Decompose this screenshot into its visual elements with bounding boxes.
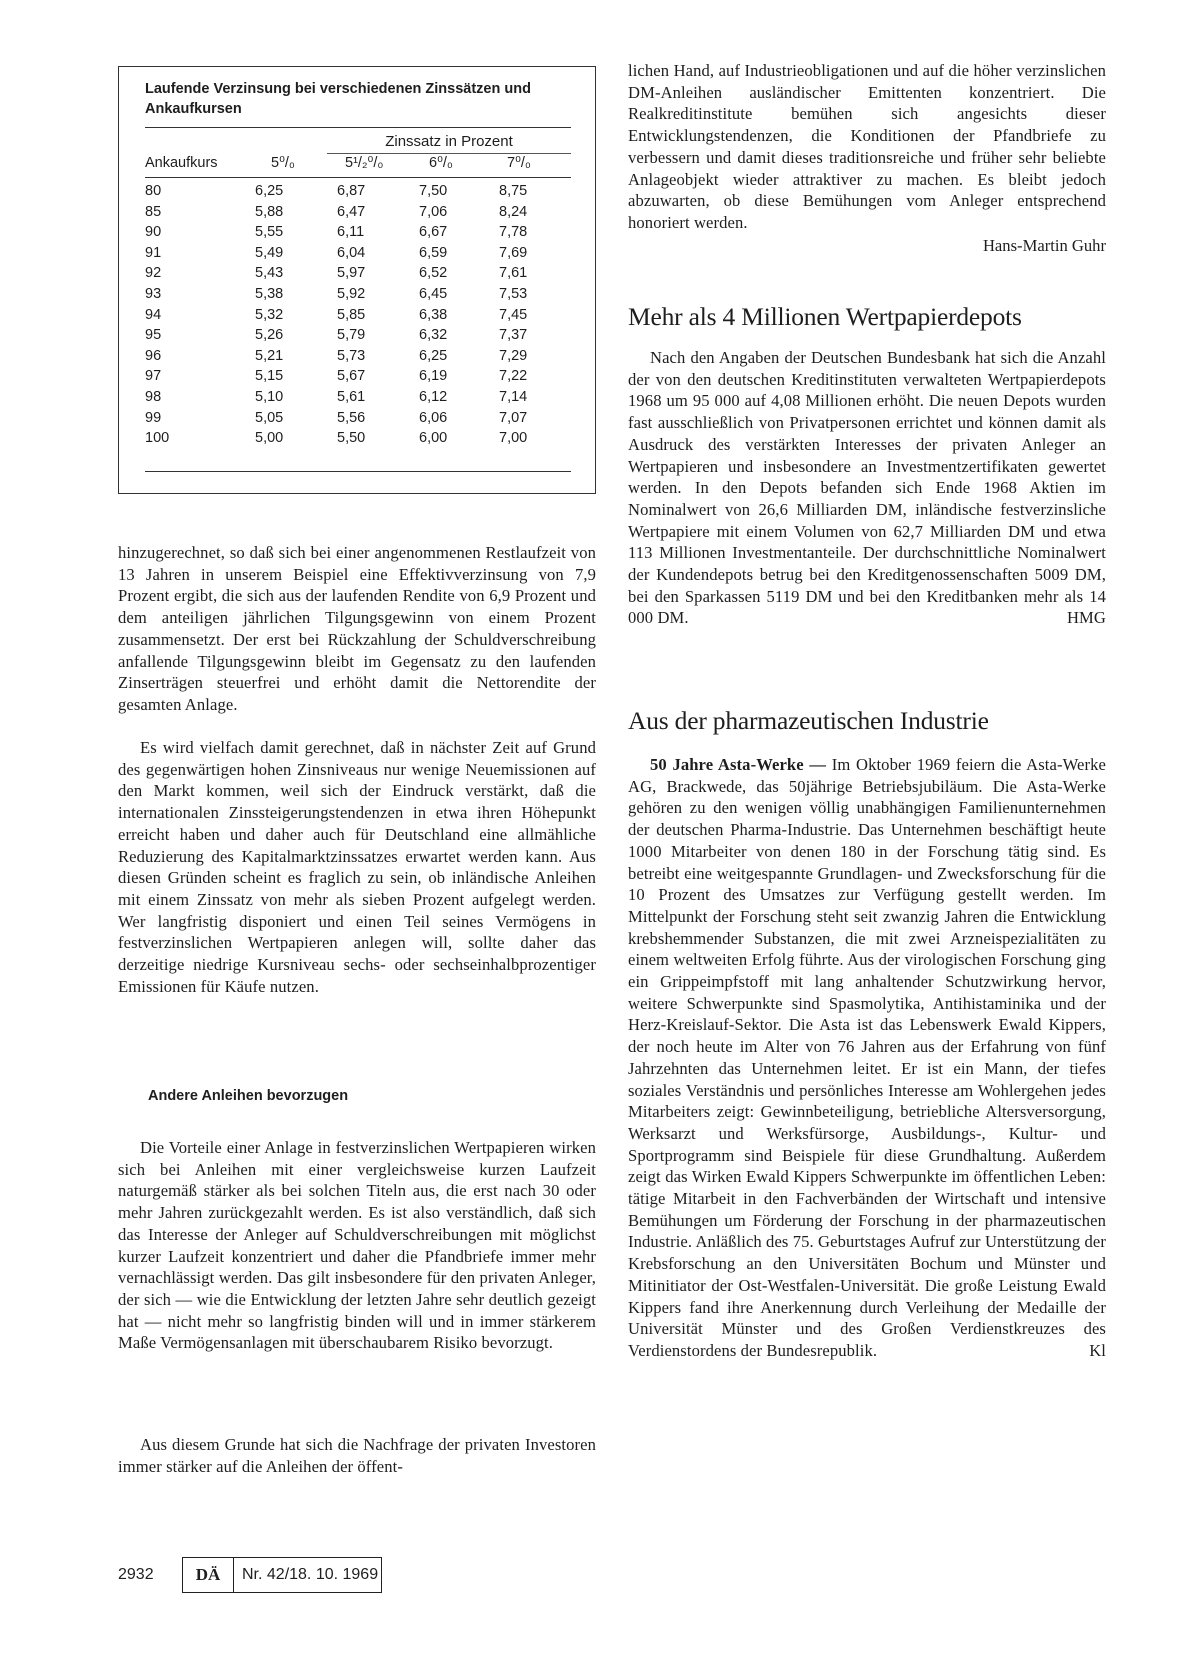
table-cell-yield: 8,24 [499, 203, 528, 220]
table-cell-kurs: 99 [145, 409, 162, 426]
table-cell-yield: 5,15 [255, 368, 284, 385]
table-cell-kurs: 100 [145, 430, 170, 447]
table-cell-yield: 7,06 [419, 203, 448, 220]
table-cell-yield: 8,75 [499, 183, 528, 199]
table-cell-yield: 5,43 [255, 265, 284, 282]
table-cell-yield: 7,53 [499, 286, 528, 302]
table-cell-yield: 5,55 [255, 224, 284, 241]
interest-table [118, 66, 596, 494]
table-cell-yield: 5,92 [337, 286, 366, 302]
right-paragraph-2-text: Nach den Angaben der Deutschen Bundesbank hat sich die Anzahl der von den deutschen Kreditinstituten verwalteten Wertpapierdepots 1968 um 95 000 auf 4,08 Millionen erhöht. Die neuen Depots wurden fast ausschließlich von Privatpersonen errichtet und können damit als Ausdruck des verstärkten Interesses der privaten Anleger an Wertpapieren und insbesondere an Investmentzertifikaten gewertet werden. In den Depots befanden sich Ende 1968 Aktien im Nominalwert von 26,6 Milliarden DM, inländische festverzinsliche Wertpapiere mit einem Volumen von 62,7 Milliarden DM und etwa 113 Millionen Investmentanteile. Der durchschnittliche Nominalwert der Kundendepots betrug bei den Kreditgenossenschaften 5009 DM, bei den Sparkassen 5119 DM und bei den Kreditbanken mehr als 14 000 DM. [628, 348, 1106, 628]
table-cell-yield: 5,50 [337, 430, 366, 447]
table-cell-yield: 7,29 [499, 347, 528, 364]
table-cell-yield: 7,61 [499, 265, 528, 282]
author-kl: Kl [1089, 1340, 1106, 1360]
right-paragraph-2 [628, 347, 1106, 629]
table-title: Laufende Verzinsung bei verschiedenen Zinssätzen und Ankaufkursen [145, 81, 531, 117]
table-cell-kurs: 95 [145, 327, 162, 344]
table-cell-yield: 6,06 [419, 409, 448, 426]
issue-label: Nr. 42/18. 10. 1969 [242, 1566, 379, 1583]
author-hmg: HMG [1066, 608, 1106, 628]
table-cell-yield: 5,56 [337, 409, 366, 426]
page-number: 2932 [118, 1566, 154, 1583]
table-cell-yield: 6,87 [337, 183, 366, 199]
heading-wertpapierdepots: Mehr als 4 Millionen Wertpapierdepots [628, 302, 1022, 331]
table-cell-kurs: 92 [145, 265, 162, 282]
heading-pharma-industrie: Aus der pharmazeutischen Industrie [628, 706, 989, 735]
asta-lead: 50 Jahre Asta-Werke — [650, 755, 827, 774]
left-paragraph-1: hinzugerechnet, so daß sich bei einer angenommenen Restlaufzeit von 13 Jahren in unserem Beispiel eine Effektivverzinsung von 7,9 Prozent ergibt, die sich aus der laufenden Rendite von 6,9 Prozent und dem anteiligen jährlichen Tilgungsgewinn von einem Prozent zusammensetzt. Der erst bei Rückzahlung der Schuldverschreibung anfallende Tilgungsgewinn bleibt im Gegensatz zu den laufenden Zinserträgen steuerfrei und erhöht damit die Nettorendite der gesamten Anlage. [118, 543, 596, 714]
left-paragraph-3: Die Vorteile einer Anlage in festverzinslichen Wertpapieren wirken sich bei Anleihen mit einer vergleichsweise kurzen Laufzeit naturgemäß stärker als bei solchen Titeln aus, die erst nach 30 oder mehr Jahren zurückgezahlt werden. Es ist also verständlich, daß sich das Interesse der Anleger auf Schuldverschreibungen mit möglichst kurzer Laufzeit konzentriert und daher die Pfandbriefe immer mehr vernachlässigt werden. Das gilt insbesondere für den privaten Anleger, der sich — wie die Entwicklung der letzten Jahre sehr deutlich gezeigt hat — nicht mehr so langfristig binden will und in immer stärkerem Maße Vermögensanlagen mit überschaubarem Risiko bevorzugt. [118, 1138, 596, 1353]
table-cell-yield: 6,25 [419, 347, 448, 364]
table-cell-yield: 6,45 [419, 286, 448, 302]
right-paragraph-3 [628, 754, 1106, 1362]
table-cell-kurs: 85 [145, 203, 162, 220]
table-cell-yield: 5,00 [255, 430, 284, 447]
table-cell-yield: 7,78 [499, 224, 528, 241]
table-cell-yield: 5,88 [255, 203, 284, 220]
table-cell-yield: 7,22 [499, 368, 528, 385]
table-cell-yield: 5,05 [255, 409, 284, 426]
table-cell-kurs: 96 [145, 347, 162, 364]
journal-logo: DÄ [183, 1558, 234, 1592]
table-header-6: 6⁰/₀ [429, 155, 453, 171]
table-cell-yield: 6,11 [337, 224, 365, 241]
table-cell-yield: 6,47 [337, 203, 366, 220]
table-cell-yield: 5,38 [255, 286, 284, 302]
table-header-5-5: 5¹/₂⁰/₀ [345, 155, 384, 171]
table-rule-top [145, 127, 571, 128]
table-cell-yield: 6,32 [419, 327, 448, 344]
table-cell-yield: 5,85 [337, 306, 366, 323]
author-guhr: Hans-Martin Guhr [982, 236, 1106, 255]
table-cell-yield: 7,50 [419, 183, 448, 199]
table-cell-yield: 7,69 [499, 244, 528, 261]
table-cell-yield: 6,00 [419, 430, 448, 447]
table-cell-yield: 6,04 [337, 244, 366, 261]
table-cell-yield: 5,79 [337, 327, 366, 344]
table-cell-yield: 6,25 [255, 183, 284, 199]
table-cell-yield: 7,07 [499, 409, 528, 426]
table-supercolumn: Zinssatz in Prozent [385, 133, 513, 150]
table-cell-yield: 5,21 [255, 347, 284, 364]
table-cell-kurs: 80 [145, 183, 162, 199]
table-header-5: 5⁰/₀ [271, 155, 295, 171]
left-paragraph-2: Es wird vielfach damit gerechnet, daß in nächster Zeit auf Grund des gegenwärtigen hohen Zinsniveaus nur wenige Neuemissionen auf den Markt kommen, weil sich der Eindruck verstärkt, daß die internationalen Zinssteigerungstendenzen in etwa ihren Höhepunkt erreicht haben und daher auch für Deutschland eine allmähliche Reduzierung des Kapitalmarktzinssatzes erwartet werden kann. Aus diesen Gründen scheint es fraglich zu sein, ob inländische Anleihen mit einem Zinssatz von mehr als sieben Prozent aufgelegt werden. Wer langfristig disponiert und einen Teil seines Vermögens in festverzinslichen Wertpapieren anlegen will, sollte daher das derzeitige niedrige Kursniveau sechs- oder sechseinhalbprozentiger Emissionen für Käufe nutzen. [118, 738, 596, 996]
table-cell-yield: 7,14 [499, 389, 528, 405]
right-paragraph-1: lichen Hand, auf Industrieobligationen und auf die höher verzinslichen DM-Anleihen ausländischer Emittenten konzentriert. Die Realkreditinstitute bemühen sich angesichts dieser Entwicklungstendenzen, die Konditionen der Pfandbriefe zu verbessern und damit dieses traditionsreiche und früher sehr beliebte Anlageobjekt wieder attraktiver zu machen. Es bleibt jedoch abzuwarten, ob diese Bemühungen vom Anleger entsprechend honoriert werden. [628, 61, 1106, 232]
table-cell-kurs: 94 [145, 306, 162, 323]
table-cell-kurs: 93 [145, 286, 162, 302]
table-cell-kurs: 91 [145, 244, 162, 261]
table-cell-yield: 5,67 [337, 368, 366, 385]
table-cell-yield: 5,49 [255, 244, 284, 261]
table-cell-yield: 5,26 [255, 327, 284, 344]
table-cell-kurs: 98 [145, 389, 162, 405]
table-header-ankaufkurs: Ankaufkurs [145, 155, 218, 171]
table-cell-kurs: 97 [145, 368, 162, 385]
table-supercolumn-rule [327, 153, 571, 154]
table-cell-yield: 5,73 [337, 347, 366, 364]
table-cell-yield: 7,37 [499, 327, 528, 344]
left-paragraph-4: Aus diesem Grunde hat sich die Nachfrage der privaten Investoren immer stärker auf die Anleihen der öffent- [118, 1435, 596, 1476]
table-header-7: 7⁰/₀ [507, 155, 531, 171]
table-cell-yield: 7,00 [499, 430, 528, 447]
table-rule-bottom [145, 471, 571, 472]
subheading-andere-anleihen: Andere Anleihen bevorzugen [148, 1088, 349, 1104]
table-cell-yield: 5,10 [255, 389, 284, 405]
table-cell-yield: 5,97 [337, 265, 366, 282]
table-cell-yield: 6,38 [419, 306, 448, 323]
table-cell-yield: 5,32 [255, 306, 284, 323]
table-cell-kurs: 90 [145, 224, 162, 241]
table-cell-yield: 5,61 [337, 389, 366, 405]
table-cell-yield: 6,19 [419, 368, 448, 385]
table-cell-yield: 6,52 [419, 265, 448, 282]
table-cell-yield: 6,12 [419, 389, 448, 405]
table-cell-yield: 6,67 [419, 224, 448, 241]
right-paragraph-3-text: Im Oktober 1969 feiern die Asta-Werke AG, Brackwede, das 50jährige Betriebsjubiläum. Die Asta-Werke gehören zu den wenigen völlig unabhängigen Familienunternehmen der deutschen Pharma-Industrie. Das Unternehmen beschäftigt heute 1000 Mitarbeiter von denen 180 in der Forschung tätig sind. Es betreibt eine weitgespannte Grundlagen- und Zwecksforschung für die 10 Prozent des Umsatzes zur Verfügung gestellt werden. Im Mittelpunkt der Forschung steht seit zwanzig Jahren die Entwicklung krebshemmender Substanzen, die mit zwei Arzneispezialitäten zu einem weltweiten Erfolg führte. Aus der virologischen Forschung ging ein Grippeimpfstoff mit lang anhaltender Schutzwirkung hervor, weitere Schwerpunkte sind Spasmolytika, Antihistaminika und der Herz-Kreislauf-Sektor. Die Asta ist das Lebenswerk Ewald Kippers, der noch heute im Alter von 76 Jahren aus der Erfahrung von fünf Jahrzehnten das Unternehmen leitet. Er ist ein Mann, der tiefes soziales Verständnis und persönliches Interesse am Wohlergehen jedes Mitarbeiters zeigt: Gewinnbeteiligung, betriebliche Altersversorgung, Werksarzt und Werksfürsorge, Ausbildungs-, Kultur- und Sportprogramm sind Beispiele für diese Grundhaltung. Außerdem zeigt das Wirken Ewald Kippers Schwerpunkte im öffentlichen Leben: tätige Mitarbeit in den Fachverbänden der Wirtschaft und intensive Bemühungen um Förderung der Forschung in der pharmazeutischen Industrie. Anläßlich des 75. Geburtstages Aufruf zur Unterstützung der Krebsforschung an den Universitäten Bochum und Münster und Mitinitiator der Ost-Westfalen-Universität. Die große Leistung Ewald Kippers fand ihre Anerkennung durch Verleihung der Medaille der Universität Münster und des Großen Verdienstkreuzes des Verdienstordens der Bundesrepublik. [628, 755, 1106, 1360]
table-cell-yield: 6,59 [419, 244, 448, 261]
table-cell-yield: 7,45 [499, 306, 528, 323]
table-rule-header [145, 177, 571, 178]
footer-box [182, 1557, 382, 1593]
